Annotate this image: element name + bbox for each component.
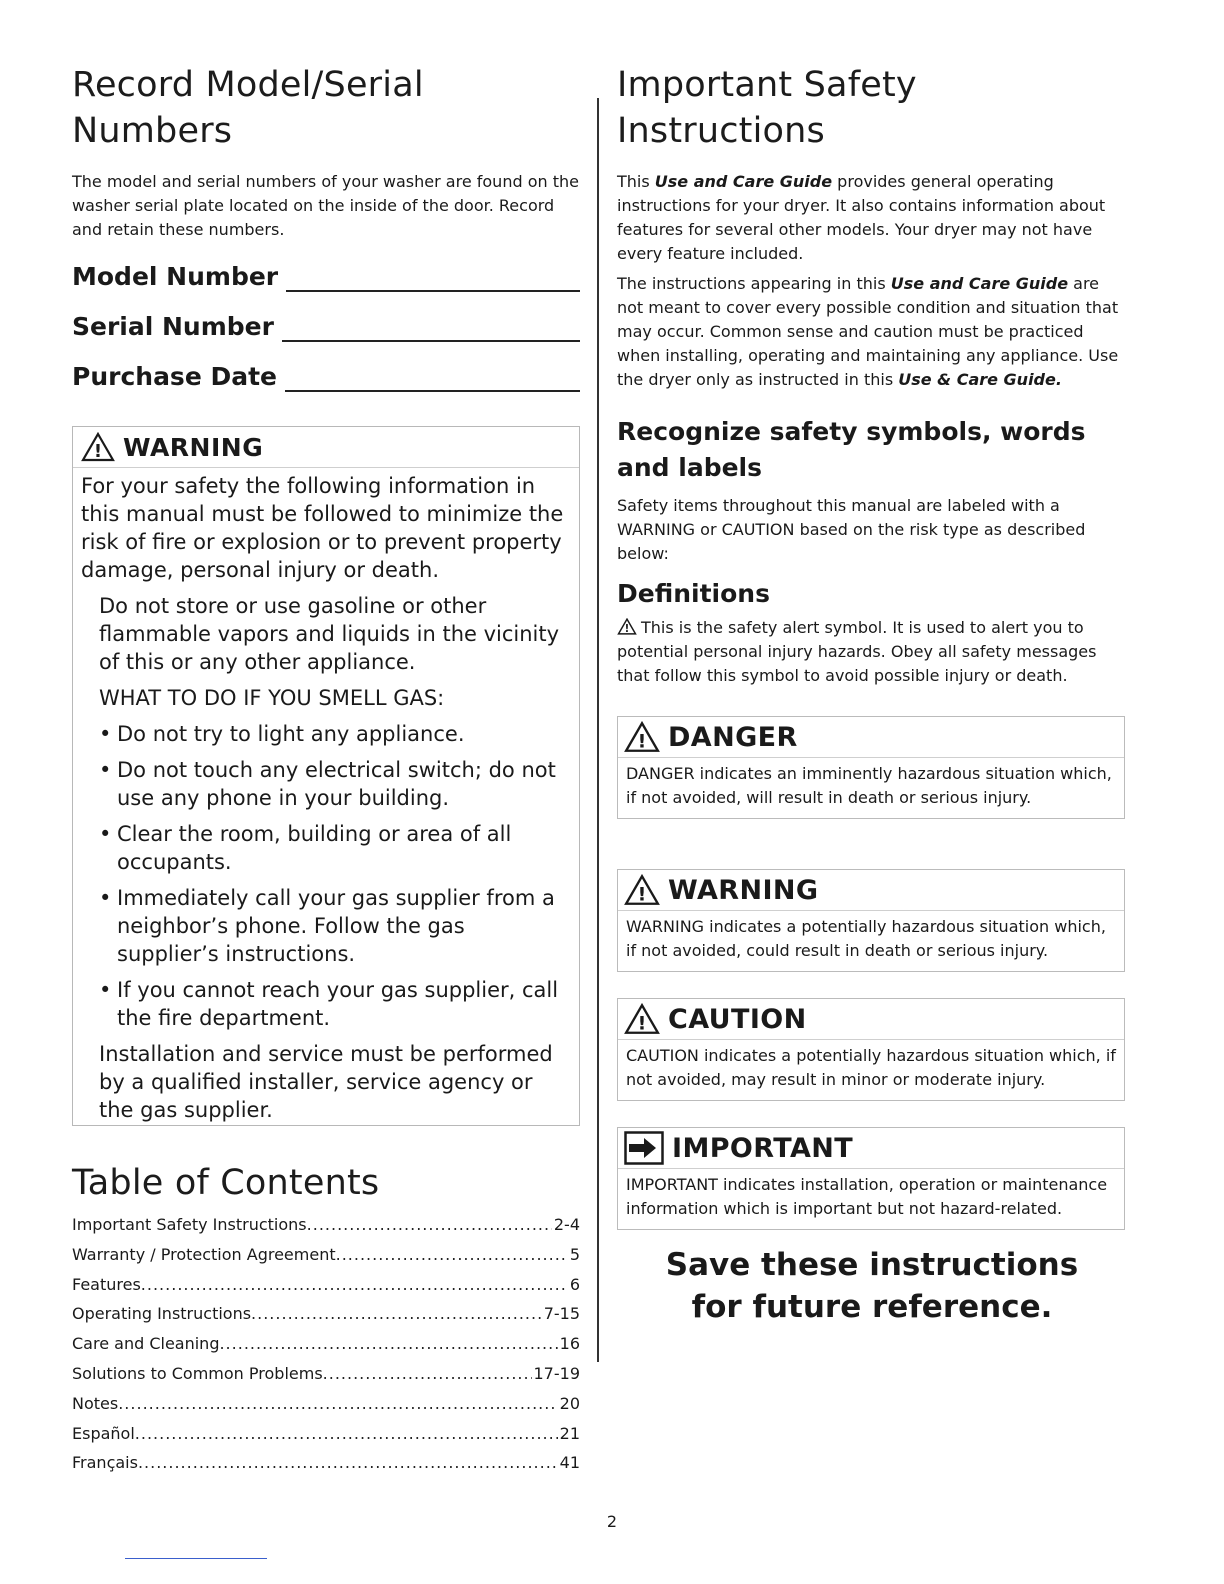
- warning-label: WARNING: [668, 874, 819, 906]
- danger-box: [617, 716, 1125, 819]
- danger-text: DANGER indicates an imminently hazardous situation which, if not avoided, will result in death or serious injury.: [626, 764, 1112, 807]
- danger-label: DANGER: [668, 721, 798, 753]
- svg-text:!: !: [637, 1012, 647, 1035]
- gas-warning-p1: For your safety the following information in this manual must be followed to minimize the risk of fire or explosion or to prevent property damage, personal injury or death.: [81, 474, 564, 582]
- serial-number-label: Serial Number: [72, 312, 274, 341]
- safety-p1-text-b: provides general operating instructions for your dryer. It also contains information about features for several other models. Your dryer may not have every feature included.: [617, 172, 1106, 263]
- column-divider: [597, 98, 599, 1362]
- save-line-2: for future reference.: [691, 1289, 1053, 1325]
- gas-bullet: • If you cannot reach your gas supplier, call the fire department.: [99, 978, 559, 1030]
- gas-bullet-text: Do not touch any electrical switch; do not use any phone in your building.: [117, 758, 556, 810]
- safety-p1-emphasis: Use and Care Guide: [654, 172, 833, 191]
- safety-title: Important Safety Instructions: [617, 65, 917, 151]
- svg-text:!: !: [637, 730, 647, 753]
- right-column: [617, 62, 1127, 1328]
- warning-box: [617, 869, 1125, 972]
- gas-bullet: • Immediately call your gas supplier from a neighbor’s phone. Follow the gas supplier’s instructions.: [99, 886, 555, 966]
- gas-warning-box: [72, 426, 580, 1126]
- safety-p1-text-a: This: [617, 172, 655, 191]
- toc-item[interactable]: [72, 1240, 580, 1270]
- safety-alert-icon: [624, 874, 660, 906]
- gas-warning-p2: Do not store or use gasoline or other flammable vapors and liquids in the vicinity of this or any other appliance.: [99, 594, 560, 674]
- left-column: [72, 62, 580, 1478]
- gas-warning-p4: Installation and service must be performed by a qualified installer, service agency or the gas supplier.: [99, 1042, 553, 1122]
- toc-item-page: 17-19: [533, 1363, 580, 1383]
- toc-item[interactable]: [72, 1329, 580, 1359]
- model-number-row: [72, 248, 580, 292]
- arrow-right-box-icon: [624, 1131, 664, 1165]
- toc-item[interactable]: [72, 1419, 580, 1449]
- toc-item-page: 21: [559, 1423, 580, 1443]
- safety-alert-icon: [624, 721, 660, 753]
- important-text: IMPORTANT indicates installation, operation or maintenance information which is important but not hazard-related.: [626, 1175, 1108, 1218]
- toc-item-page: 6: [569, 1274, 580, 1294]
- gas-warning-body: [73, 468, 579, 1124]
- toc-item[interactable]: [72, 1389, 580, 1419]
- svg-text:!: !: [93, 441, 103, 462]
- model-number-label: Model Number: [72, 262, 279, 291]
- toc-item[interactable]: [72, 1299, 580, 1329]
- toc-item-page: 41: [559, 1453, 580, 1473]
- important-header: [618, 1128, 1124, 1169]
- toc-item-label: Español: [72, 1423, 135, 1443]
- safety-p2-emphasis-2: Use & Care Guide.: [898, 370, 1062, 389]
- toc-item-page: 2-4: [553, 1215, 580, 1234]
- toc-item-label: Warranty / Protection Agreement: [72, 1244, 336, 1264]
- record-intro: The model and serial numbers of your washer are found on the washer serial plate located on the inside of the door. Record and retain these numbers.: [72, 172, 579, 239]
- important-label: IMPORTANT: [672, 1132, 854, 1164]
- toc-title: Table of Contents: [72, 1163, 380, 1203]
- caution-text: CAUTION indicates a potentially hazardous situation which, if not avoided, may result in minor or moderate injury.: [626, 1046, 1116, 1089]
- save-instructions-note: [617, 1244, 1127, 1328]
- definitions-text-body: This is the safety alert symbol. It is used to alert you to potential personal injury hazards. Obey all safety messages that follow this symbol to avoid possible injury or death.: [617, 618, 1097, 685]
- toc-item-label: Français: [72, 1453, 138, 1473]
- purchase-date-row: [72, 348, 580, 392]
- record-title: Record Model/Serial Numbers: [72, 65, 424, 151]
- toc-item-label: Notes: [72, 1393, 119, 1413]
- svg-text:!: !: [624, 624, 630, 635]
- gas-bullet-text: If you cannot reach your gas supplier, call the fire department.: [117, 978, 559, 1030]
- toc-item[interactable]: [72, 1448, 580, 1478]
- gas-bullet-text: Immediately call your gas supplier from a neighbor’s phone. Follow the gas supplier’s instructions.: [117, 886, 555, 966]
- page-number: 2: [606, 1512, 618, 1531]
- recognize-text: Safety items throughout this manual are labeled with a WARNING or CAUTION based on the risk type as described below:: [617, 496, 1086, 563]
- toc-item-page: 16: [559, 1334, 580, 1354]
- caution-box: [617, 998, 1125, 1101]
- definitions-text: [617, 616, 1127, 688]
- table-of-contents: [72, 1160, 580, 1478]
- toc-item-page: 20: [559, 1393, 580, 1413]
- toc-item-label: Important Safety Instructions: [72, 1215, 307, 1234]
- gas-bullet-text: Clear the room, building or area of all occupants.: [117, 822, 512, 874]
- definitions-heading: Definitions: [617, 579, 770, 608]
- safety-p2: [617, 272, 1127, 392]
- toc-item-label: Features: [72, 1274, 141, 1294]
- important-box: [617, 1127, 1125, 1230]
- danger-header: [618, 717, 1124, 758]
- save-line-1: Save these instructions: [665, 1247, 1079, 1283]
- warning-text: WARNING indicates a potentially hazardous situation which, if not avoided, could result in death or serious injury.: [626, 917, 1106, 960]
- safety-p2-emphasis: Use and Care Guide: [890, 274, 1069, 293]
- gas-bullet: • Do not touch any electrical switch; do not use any phone in your building.: [99, 758, 556, 810]
- gas-bullet: • Do not try to light any appliance.: [99, 722, 465, 746]
- gas-warning-p3: WHAT TO DO IF YOU SMELL GAS:: [99, 686, 445, 710]
- safety-alert-icon: [624, 1003, 660, 1035]
- gas-bullet-text: Do not try to light any appliance.: [117, 722, 465, 746]
- toc-item-label: Care and Cleaning: [72, 1334, 220, 1354]
- toc-item-page: 5: [569, 1244, 580, 1264]
- toc-item[interactable]: [72, 1210, 580, 1240]
- safety-p1: [617, 170, 1127, 266]
- svg-text:!: !: [637, 883, 647, 906]
- safety-p2-text-b: are not meant to cover every possible condition and situation that may occur. Common sense and caution must be practiced when installing, operating and maintaining any appliance. Use the dryer only as instructed in this: [617, 274, 1119, 389]
- toc-item[interactable]: [72, 1359, 580, 1389]
- serial-number-row: [72, 298, 580, 342]
- toc-item[interactable]: [72, 1270, 580, 1300]
- warning-header: [618, 870, 1124, 911]
- toc-item-label: Solutions to Common Problems: [72, 1363, 323, 1383]
- toc-item-label: Operating Instructions: [72, 1304, 252, 1324]
- purchase-date-label: Purchase Date: [72, 362, 278, 391]
- safety-p2-text-a: The instructions appearing in this: [617, 274, 891, 293]
- caution-header: [618, 999, 1124, 1040]
- gas-bullet: • Clear the room, building or area of all occupants.: [99, 822, 512, 874]
- safety-alert-icon: [81, 432, 115, 462]
- serial-number-blank: [282, 318, 580, 342]
- safety-alert-icon: [617, 618, 637, 635]
- caution-label: CAUTION: [668, 1003, 807, 1035]
- footer-rule: [125, 1558, 267, 1559]
- purchase-date-blank: [285, 368, 580, 392]
- toc-item-page: 7-15: [543, 1304, 580, 1324]
- gas-warning-header: [73, 427, 579, 468]
- recognize-heading: Recognize safety symbols, words and labels: [617, 417, 1086, 482]
- model-number-blank: [286, 268, 580, 292]
- gas-warning-label: WARNING: [123, 432, 264, 462]
